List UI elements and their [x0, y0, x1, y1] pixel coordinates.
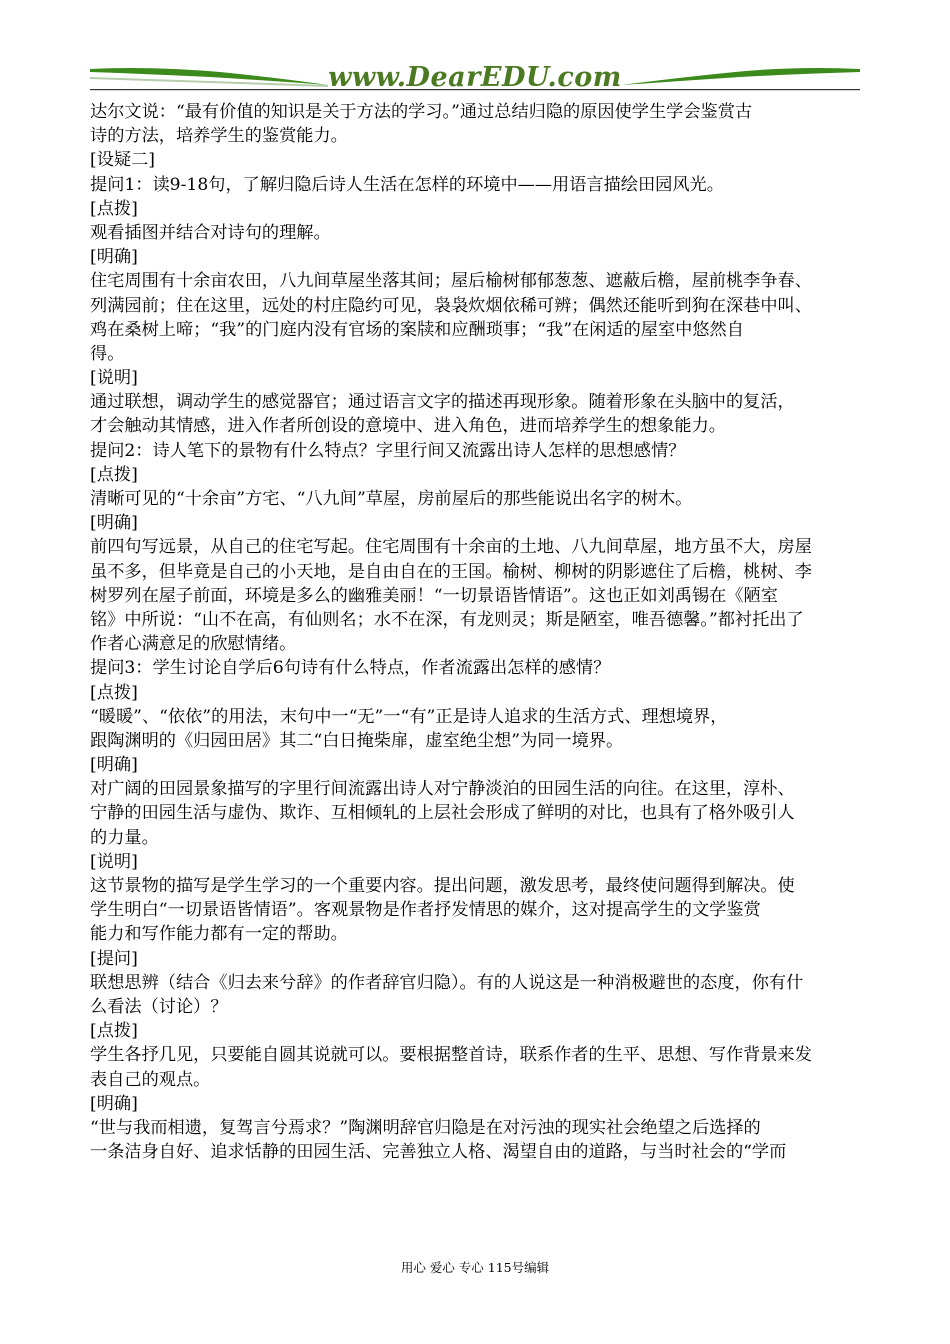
text-line: [明确] — [90, 247, 138, 268]
text-line: 跟陶渊明的《归园田居》其二“白日掩柴扉，虚室绝尘想”为同一境界。 — [90, 730, 624, 751]
text-line: [点拨] — [90, 198, 138, 219]
text-line: [点拨] — [90, 464, 138, 485]
text-line: [明确] — [90, 513, 138, 534]
text-line: [说明] — [90, 368, 138, 389]
text-line: 联想思辨（结合《归去来兮辞》的作者辞官归隐）。有的人说这是一种消极避世的态度，你有什 — [90, 972, 804, 993]
text-line: 宁静的田园生活与虚伪、欺诈、互相倾轧的上层社会形成了鲜明的对比，也具有了格外吸引人 — [90, 803, 795, 824]
text-line: [明确] — [90, 755, 138, 776]
text-line: 诗的方法，培养学生的鉴赏能力。 — [90, 126, 348, 147]
text-line: 作者心满意足的欣慰情绪。 — [90, 634, 297, 655]
text-line: [点拨] — [90, 682, 138, 703]
text-line: 表自己的观点。 — [90, 1069, 211, 1090]
text-line: 树罗列在屋子前面，环境是多么的幽雅美丽！“一切景语皆情语”。这也正如刘禹锡在《陋室 — [90, 585, 778, 606]
text-line: 学生明白“一切景语皆情语”。客观景物是作者抒发情思的媒介，这对提高学生的文学鉴赏 — [90, 900, 761, 921]
text-line: 学生各抒几见，只要能自圆其说就可以。要根据整首诗，联系作者的生平、思想、写作背景来发 — [90, 1045, 812, 1066]
text-line: 能力和写作能力都有一定的帮助。 — [90, 924, 348, 945]
text-line: 铭》中所说：“山不在高，有仙则名；水不在深，有龙则灵；斯是陋室，唯吾德馨。”都衬托出了 — [90, 609, 804, 630]
text-line: 一条洁身自好、追求恬静的田园生活、完善独立人格、渴望自由的道路，与当时社会的“学而 — [90, 1142, 787, 1163]
text-line: 的力量。 — [90, 827, 159, 848]
text-line: “世与我而相遗，复驾言兮焉求？”陶渊明辞官归隐是在对污浊的现实社会绝望之后选择的 — [90, 1117, 761, 1138]
text-line: 才会触动其情感，进入作者所创设的意境中、进入角色，进而培养学生的想象能力。 — [90, 416, 726, 437]
text-line: 提问2：诗人笔下的景物有什么特点？字里行间又流露出诗人怎样的思想感情？ — [90, 440, 686, 461]
text-line: [点拨] — [90, 1021, 138, 1042]
text-line: 列满园前；住在这里，远处的村庄隐约可见，袅袅炊烟依稀可辨；偶然还能听到狗在深巷中叫、 — [90, 295, 812, 316]
text-line: 提问3：学生讨论自学后6句诗有什么特点，作者流露出怎样的感情？ — [90, 658, 611, 679]
text-line: 鸡在桑树上啼；“我”的门庭内没有官场的案牍和应酬琐事；“我”在闲适的屋室中悠然自 — [90, 319, 744, 340]
text-line: 住宅周围有十余亩农田，八九间草屋坐落其间；屋后榆树郁郁葱葱、遮蔽后檐，屋前桃李争春、 — [90, 271, 812, 292]
text-line: [说明] — [90, 851, 138, 872]
text-line: 通过联想，调动学生的感觉器官；通过语言文字的描述再现形象。随着形象在头脑中的复活， — [90, 392, 795, 413]
text-line: 么看法（讨论）？ — [90, 996, 228, 1017]
text-line: [提问] — [90, 948, 138, 969]
text-line: 达尔文说：“最有价值的知识是关于方法的学习。”通过总结归隐的原因使学生学会鉴赏古 — [90, 102, 753, 122]
text-line: 这节景物的描写是学生学习的一个重要内容。提出问题，激发思考，最终使问题得到解决。使 — [90, 876, 795, 896]
page-footer: 用心 爱心 专心 115号编辑 — [400, 1260, 550, 1275]
site-header — [90, 58, 860, 98]
text-line: 观看插图并结合对诗句的理解。 — [90, 222, 331, 243]
text-line: 提问1：读9-18句，了解归隐后诗人生活在怎样的环境中——用语言描绘田园风光。 — [90, 174, 724, 195]
text-line: [明确] — [90, 1093, 138, 1114]
text-line: 清晰可见的“十余亩”方宅、“八九间”草屋，房前屋后的那些能说出名字的树木。 — [90, 489, 693, 509]
text-line: [设疑二] — [90, 150, 155, 171]
site-url: www.DearEDU.com — [328, 62, 622, 93]
text-line: 对广阔的田园景象描写的字里行间流露出诗人对宁静淡泊的田园生活的向往。在这里，淳朴、 — [90, 779, 795, 800]
text-line: 前四句写远景，从自己的住宅写起。住宅周围有十余亩的土地、八九间草屋，地方虽不大，房屋 — [90, 537, 812, 558]
text-line: “暖暖”、“依依”的用法，末句中一“无”一“有”正是诗人追求的生活方式、理想境界， — [90, 706, 728, 727]
text-line: 得。 — [90, 343, 125, 364]
document-body — [90, 100, 862, 1164]
text-line: 虽不多，但毕竟是自己的小天地，是自由自在的王国。榆树、柳树的阴影遮住了后檐，桃树、李 — [90, 561, 812, 582]
